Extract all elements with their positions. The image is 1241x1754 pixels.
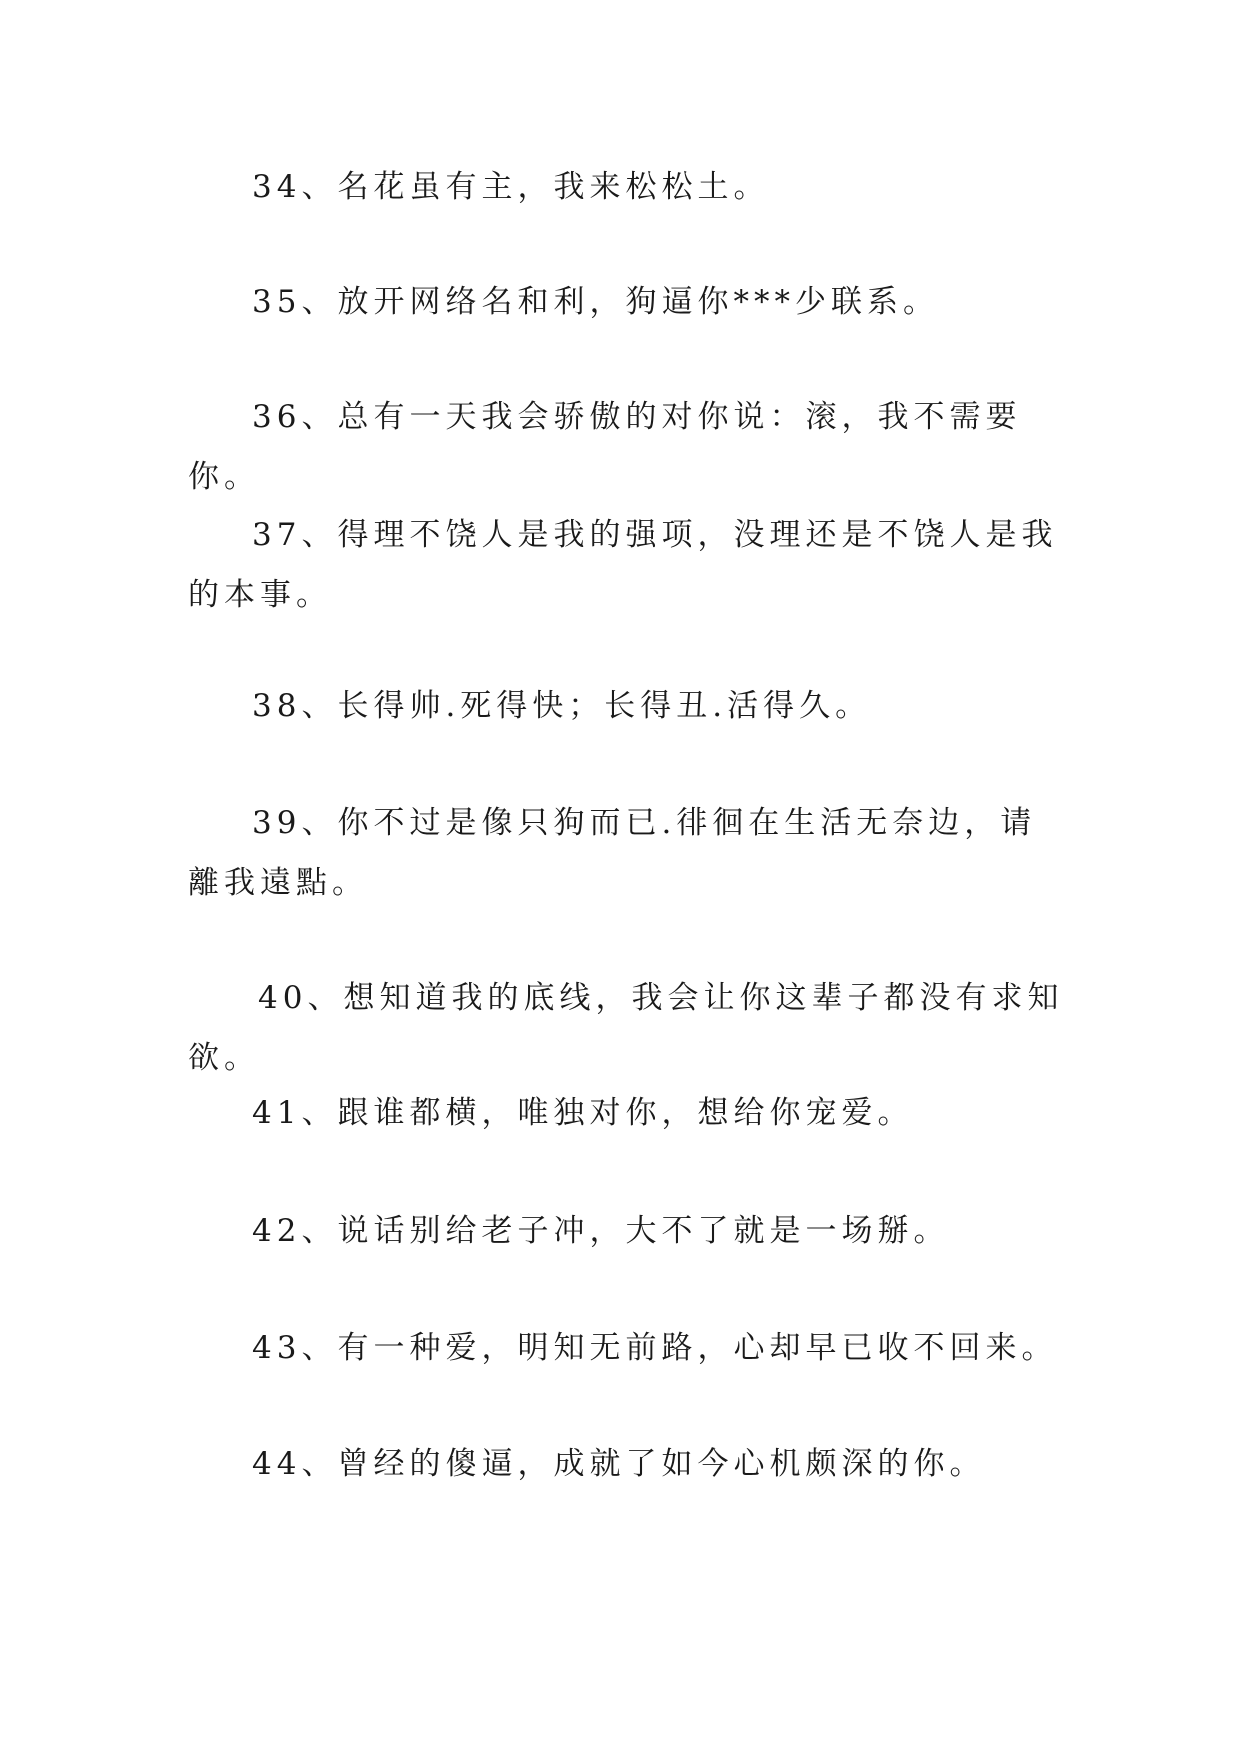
paragraph-44: 44、曾经的傻逼，成就了如今心机颇深的你。 — [252, 1446, 986, 1482]
paragraph-42: 42、说话别给老子冲，大不了就是一场掰。 — [252, 1213, 950, 1249]
paragraph-41: 41、跟谁都横，唯独对你，想给你宠爱。 — [252, 1095, 914, 1131]
paragraph-35: 35、放开网络名和利，狗逼你***少联系。 — [252, 284, 939, 320]
paragraph-38: 38、长得帅.死得快；长得丑.活得久。 — [252, 688, 872, 724]
paragraph-43: 43、有一种爱，明知无前路，心却早已收不回来。 — [252, 1330, 1058, 1366]
paragraph-39: 39、你不过是像只狗而已.徘徊在生活无奈边，请離我遠點。 — [188, 805, 1037, 901]
paragraph-34: 34、名花虽有主，我来松松土。 — [252, 169, 770, 205]
paragraph-37: 37、得理不饶人是我的强项，没理还是不饶人是我的本事。 — [188, 517, 1058, 613]
paragraph-40: 40、想知道我的底线，我会让你这辈子都没有求知欲。 — [188, 980, 1064, 1076]
paragraph-36: 36、总有一天我会骄傲的对你说：滚，我不需要你。 — [188, 399, 1022, 495]
